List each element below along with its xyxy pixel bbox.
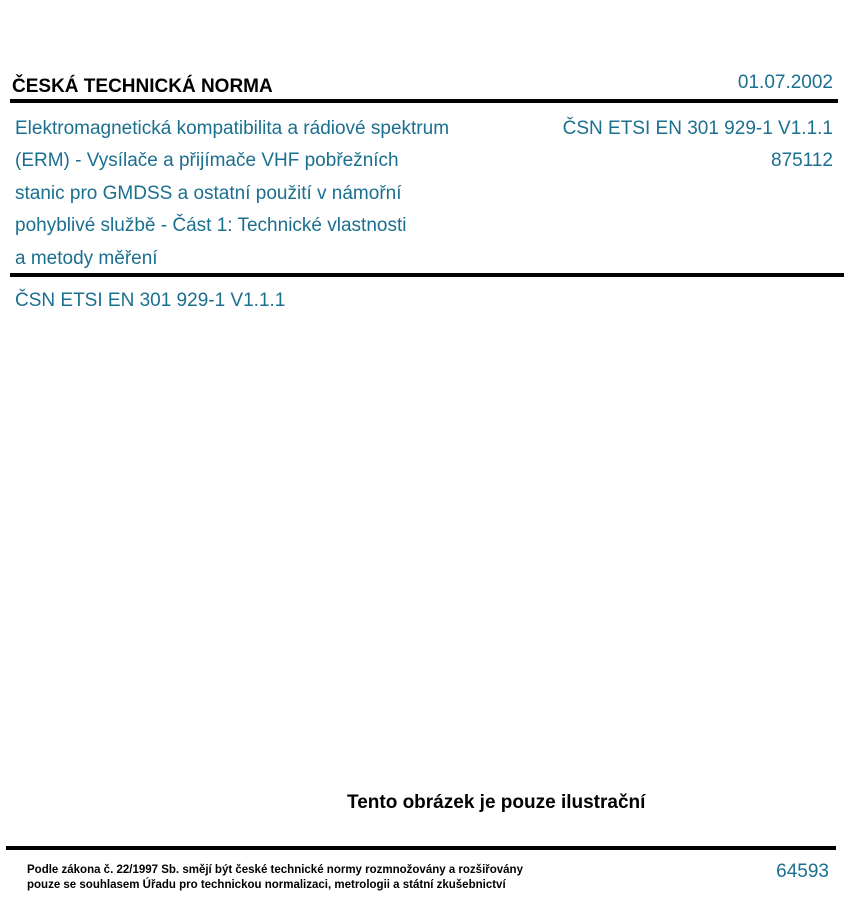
header-title: ČESKÁ TECHNICKÁ NORMA <box>12 76 273 97</box>
standard-number-repeat: ČSN ETSI EN 301 929-1 V1.1.1 <box>15 290 286 311</box>
catalog-number: 875112 <box>771 150 833 171</box>
document-title-line: pohyblivé službě - Část 1: Technické vlastnosti <box>15 215 407 237</box>
top-divider <box>10 99 838 103</box>
legal-notice-line: pouze se souhlasem Úřadu pro technickou normalizaci, metrologii a státní zkušebnictví <box>27 879 506 891</box>
legal-notice-line: Podle zákona č. 22/1997 Sb. smějí být české technické normy rozmnožovány a rozšiřovány <box>27 864 523 876</box>
legal-notice <box>27 863 523 893</box>
document-title-line: Elektromagnetická kompatibilita a rádiové spektrum <box>15 118 450 139</box>
document-title <box>15 113 515 275</box>
document-title-line: (ERM) - Vysílače a přijímače VHF pobřežních <box>15 150 399 172</box>
page-id: 64593 <box>776 861 829 882</box>
document-title-line: a metody měření <box>15 247 158 269</box>
middle-divider <box>10 273 844 277</box>
illustration-note: Tento obrázek je pouze ilustrační <box>347 792 646 813</box>
document-title-line: stanic pro GMDSS a ostatní použití v námořní <box>15 182 402 204</box>
standard-number: ČSN ETSI EN 301 929-1 V1.1.1 <box>562 118 833 139</box>
issue-date: 01.07.2002 <box>737 72 833 93</box>
bottom-divider <box>6 846 836 850</box>
